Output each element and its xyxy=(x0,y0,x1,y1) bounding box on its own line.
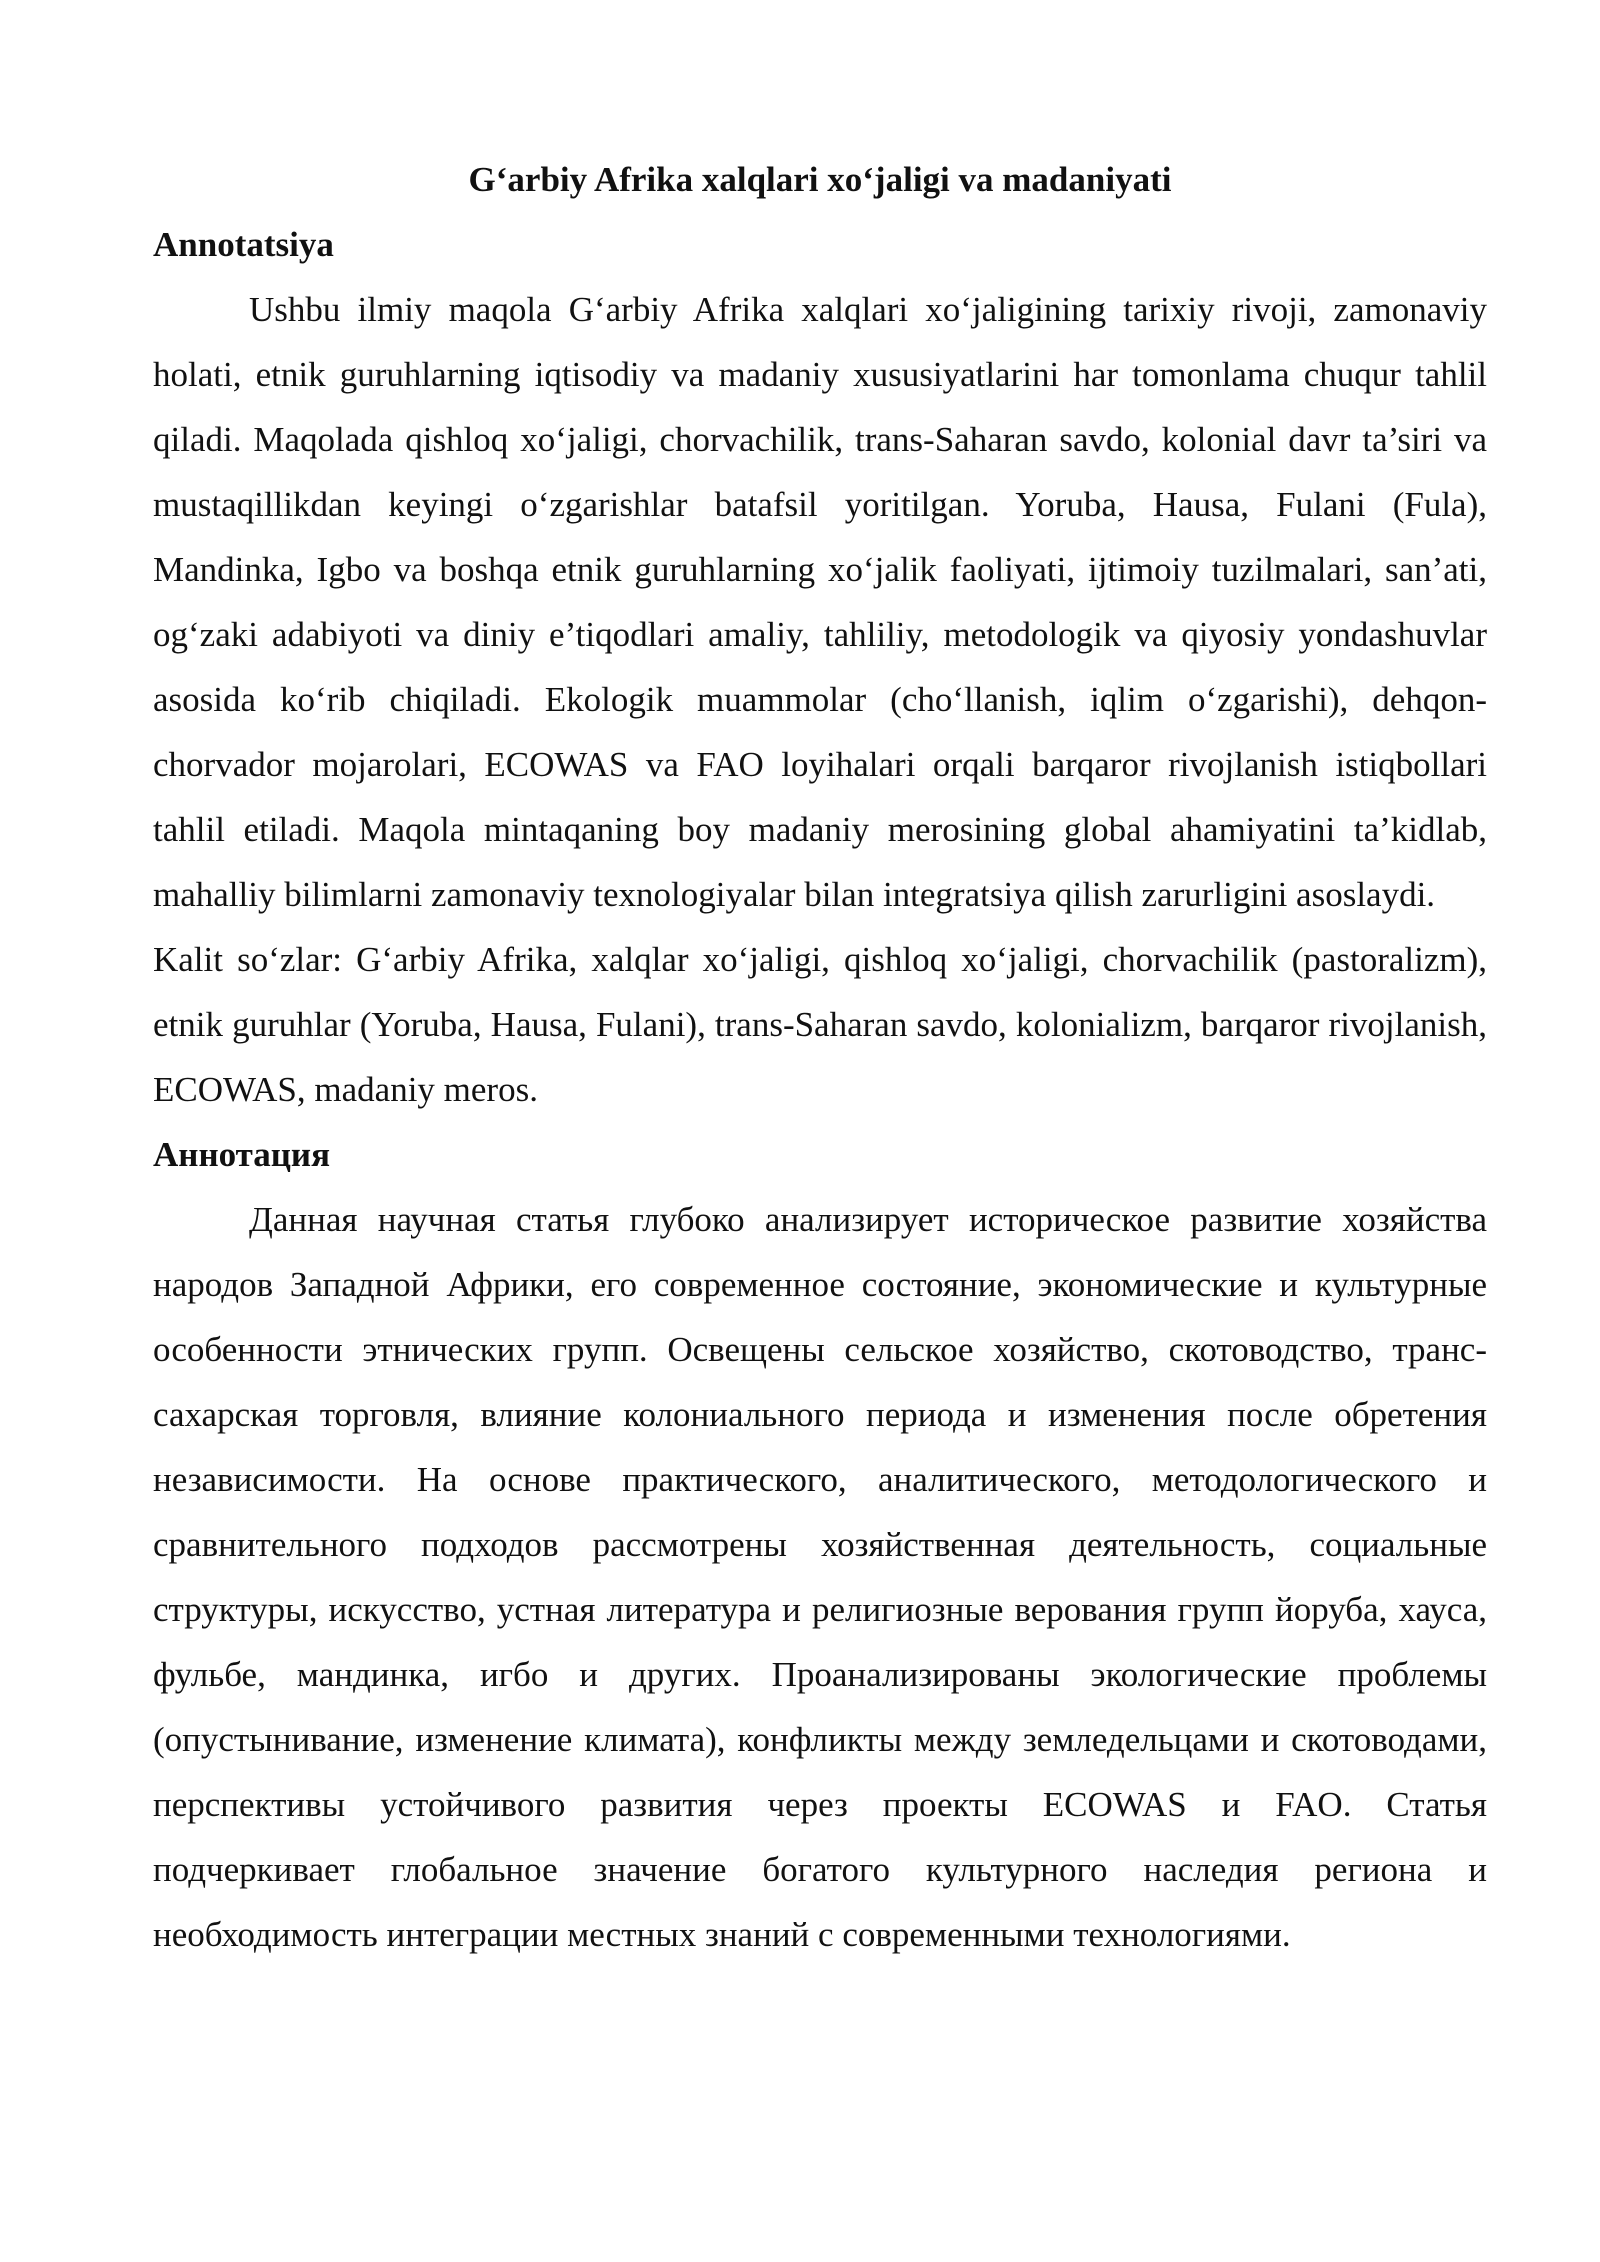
abstract-heading-russian: Аннотация xyxy=(153,1135,331,1174)
abstract-russian xyxy=(153,1122,1487,1967)
paper-title: G‘arbiy Afrika xalqlari xo‘jaligi va madaniyati xyxy=(468,160,1172,199)
abstract-uzbek xyxy=(153,212,1487,1122)
page-content xyxy=(153,148,1487,1967)
keywords-uzbek: Kalit so‘zlar: G‘arbiy Afrika, xalqlar xo‘jaligi, qishloq xo‘jaligi, chorvachilik (pastoralizm), etnik guruhlar (Yoruba, Hausa, Fulani), trans-Saharan savdo, kolonializm, barqaror rivojlanish, ECOWAS, madaniy meros. xyxy=(153,940,1487,1109)
abstract-heading-uzbek: Annotatsiya xyxy=(153,225,334,264)
abstract-body-uzbek: Ushbu ilmiy maqola G‘arbiy Afrika xalqlari xo‘jaligining tarixiy rivoji, zamonaviy holati, etnik guruhlarning iqtisodiy va madaniy xususiyatlarini har tomonlama chuqur tahlil qiladi. Maqolada qishloq xo‘jaligi, chorvachilik, trans-Saharan savdo, kolonial davr ta’siri va mustaqillikdan keyingi o‘zgarishlar batafsil yoritilgan. Yoruba, Hausa, Fulani (Fula), Mandinka, Igbo va boshqa etnik guruhlarning xo‘jalik faoliyati, ijtimoiy tuzilmalari, san’ati, og‘zaki adabiyoti va diniy e’tiqodlari amaliy, tahliliy, metodologik va qiyosiy yondashuvlar asosida ko‘rib chiqiladi. Ekologik muammolar (cho‘llanish, iqlim o‘zgarishi), dehqon-chorvador mojarolari, ECOWAS va FAO loyihalari orqali barqaror rivojlanish istiqbollari tahlil etiladi. Maqola mintaqaning boy madaniy merosining global ahamiyatini ta’kidlab, mahalliy bilimlarni zamonaviy texnologiyalar bilan integratsiya qilish zarurligini asoslaydi. xyxy=(153,290,1487,914)
abstract-body-russian: Данная научная статья глубоко анализирует историческое развитие хозяйства народов Западной Африки, его современное состояние, экономические и культурные особенности этнических групп. Освещены сельское хозяйство, скотоводство, транс-сахарская торговля, влияние колониального периода и изменения после обретения независимости. На основе практического, аналитического, методологического и сравнительного подходов рассмотрены хозяйственная деятельность, социальные структуры, искусство, устная литература и религиозные верования групп йоруба, хауса, фульбе, мандинка, игбо и других. Проанализированы экологические проблемы (опустынивание, изменение климата), конфликты между земледельцами и скотоводами, перспективы устойчивого развития через проекты ECOWAS и FAO. Статья подчеркивает глобальное значение богатого культурного наследия региона и необходимость интеграции местных знаний с современными технологиями. xyxy=(153,1200,1487,1954)
